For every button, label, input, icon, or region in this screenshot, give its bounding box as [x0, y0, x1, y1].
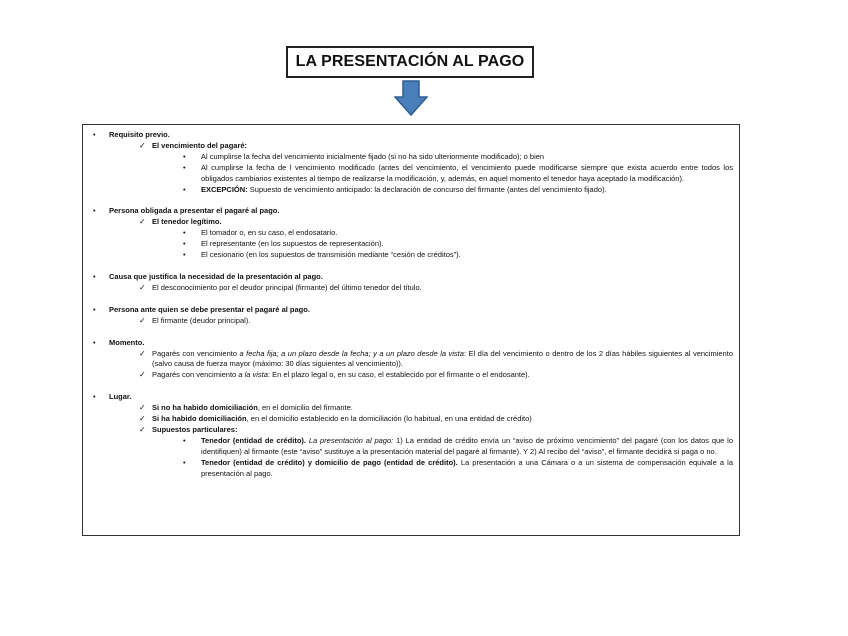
check-icon: ✓ [139, 403, 146, 413]
text-bold: Tenedor (entidad de crédito). [201, 435, 307, 445]
bullet: • [183, 228, 186, 238]
text-italic: a la vista [238, 370, 268, 380]
section-heading: Persona obligada a presentar el pagaré al pago. [109, 206, 280, 216]
text-part: Pagarés con vencimiento [152, 348, 240, 358]
sub-item [152, 414, 733, 425]
list-item: El cesionario (en los supuestos de transmisión mediante “cesión de créditos”). [201, 250, 461, 260]
bullet: • [93, 304, 96, 314]
bullet: • [183, 250, 186, 260]
check-icon: ✓ [139, 348, 146, 358]
section-lugar [91, 392, 733, 479]
content-panel [82, 124, 740, 536]
down-arrow-icon [394, 80, 428, 116]
sub-item: Supuestos particulares: [152, 424, 238, 434]
exception-text: Supuesto de vencimiento anticipado: la declaración de concurso del firmante (antes del vencimiento fijado). [247, 184, 607, 194]
check-icon: ✓ [139, 414, 146, 424]
section-heading: Persona ante quien se debe presentar el pagaré al pago. [109, 304, 310, 314]
check-icon: ✓ [139, 424, 146, 434]
text-part: 1) La entidad de crédito envía un “aviso de próximo vencimiento” del pagaré (con los datos que lo identifiquen) al firmante (este “aviso” sustituye a la presentación material del pagaré al firmante). Y 2) Al recibo del “aviso”, el firmante decidirá si paga o no. [201, 435, 733, 456]
section-momento [91, 338, 733, 382]
section-heading: Lugar. [109, 392, 132, 402]
text-italic: La presentación al pago: [306, 435, 394, 445]
sub-item: El firmante (deudor principal). [152, 315, 251, 325]
check-icon: ✓ [139, 370, 146, 380]
text-bold: Si ha habido domiciliación [152, 414, 247, 424]
bullet: • [93, 130, 96, 139]
sub-item [152, 349, 733, 371]
section-heading: Requisito previo. [109, 130, 170, 139]
text-part: : En el plazo legal o, en su caso, el establecido por el firmante o el endosante). [267, 370, 530, 380]
text-italic: a fecha fija; a un plazo desde la fecha; y a un plazo desde la vista [239, 348, 464, 358]
bullet: • [183, 151, 186, 161]
bullet: • [183, 435, 186, 445]
list-item: Al cumplirse la fecha de l vencimiento modificado (antes del vencimiento, el vencimiento puede modificarse siempre que exista acuerdo entre todos los obligados cambiarios existentes al tiempo de realizarse la modificación, y, además, en aquel momento el tenedor haya aceptado la modificación). [201, 162, 733, 183]
check-icon: ✓ [139, 140, 146, 150]
bullet: • [183, 184, 186, 194]
sub-item [152, 403, 733, 414]
text-part: Pagarés con vencimiento [152, 370, 239, 380]
check-icon: ✓ [139, 315, 146, 325]
page-title: LA PRESENTACIÓN AL PAGO [286, 46, 534, 78]
section-causa [91, 272, 733, 294]
list-item: El tomador o, en su caso, el endosatario. [201, 228, 338, 238]
bullet: • [93, 392, 96, 402]
text-part: , en el domicilio establecido en la domiciliación (lo habitual, en una entidad de crédito) [246, 414, 532, 424]
section-heading: Causa que justifica la necesidad de la presentación al pago. [109, 271, 323, 281]
text-part: , en el domicilio del firmante. [257, 403, 353, 413]
text-bold: Tenedor (entidad de crédito) y domicilio de pago (entidad de crédito). [201, 457, 458, 467]
bullet: • [93, 206, 96, 216]
section-requisito-previo [91, 130, 733, 195]
bullet: • [183, 457, 186, 467]
bullet: • [93, 337, 96, 347]
check-icon: ✓ [139, 282, 146, 292]
section-persona-obligada [91, 206, 733, 261]
list-item [201, 436, 733, 458]
bullet: • [183, 239, 186, 249]
list-item [201, 458, 733, 480]
text-bold: Si no ha habido domiciliación [152, 403, 258, 413]
bullet: • [183, 162, 186, 172]
section-persona-ante-quien [91, 305, 733, 327]
bullet: • [93, 271, 96, 281]
list-item: El representante (en los supuestos de representación). [201, 239, 384, 249]
sub-item [152, 370, 733, 381]
list-item: Al cumplirse la fecha del vencimiento inicialmente fijado (si no ha sido ulteriormente modificado); o bien [201, 151, 545, 161]
sub-item: El desconocimiento por el deudor principal (firmante) del último tenedor del título. [152, 282, 422, 292]
section-heading: Momento. [109, 337, 145, 347]
exception-label: EXCEPCIÓN: [201, 184, 248, 194]
sub-item: El vencimiento del pagaré: [152, 140, 248, 150]
sub-item: El tenedor legítimo. [152, 217, 222, 227]
text-part: : El día del vencimiento o dentro de los 2 días hábiles siguientes al vencimiento (salvo causa de fuerza mayor (máximo: 30 días siguientes al vencimiento)). [152, 348, 733, 369]
list-item [201, 185, 733, 196]
check-icon: ✓ [139, 217, 146, 227]
text-part: La presentación a una Cámara o a un sistema de compensación equivale a la presentación al pago. [201, 457, 733, 478]
